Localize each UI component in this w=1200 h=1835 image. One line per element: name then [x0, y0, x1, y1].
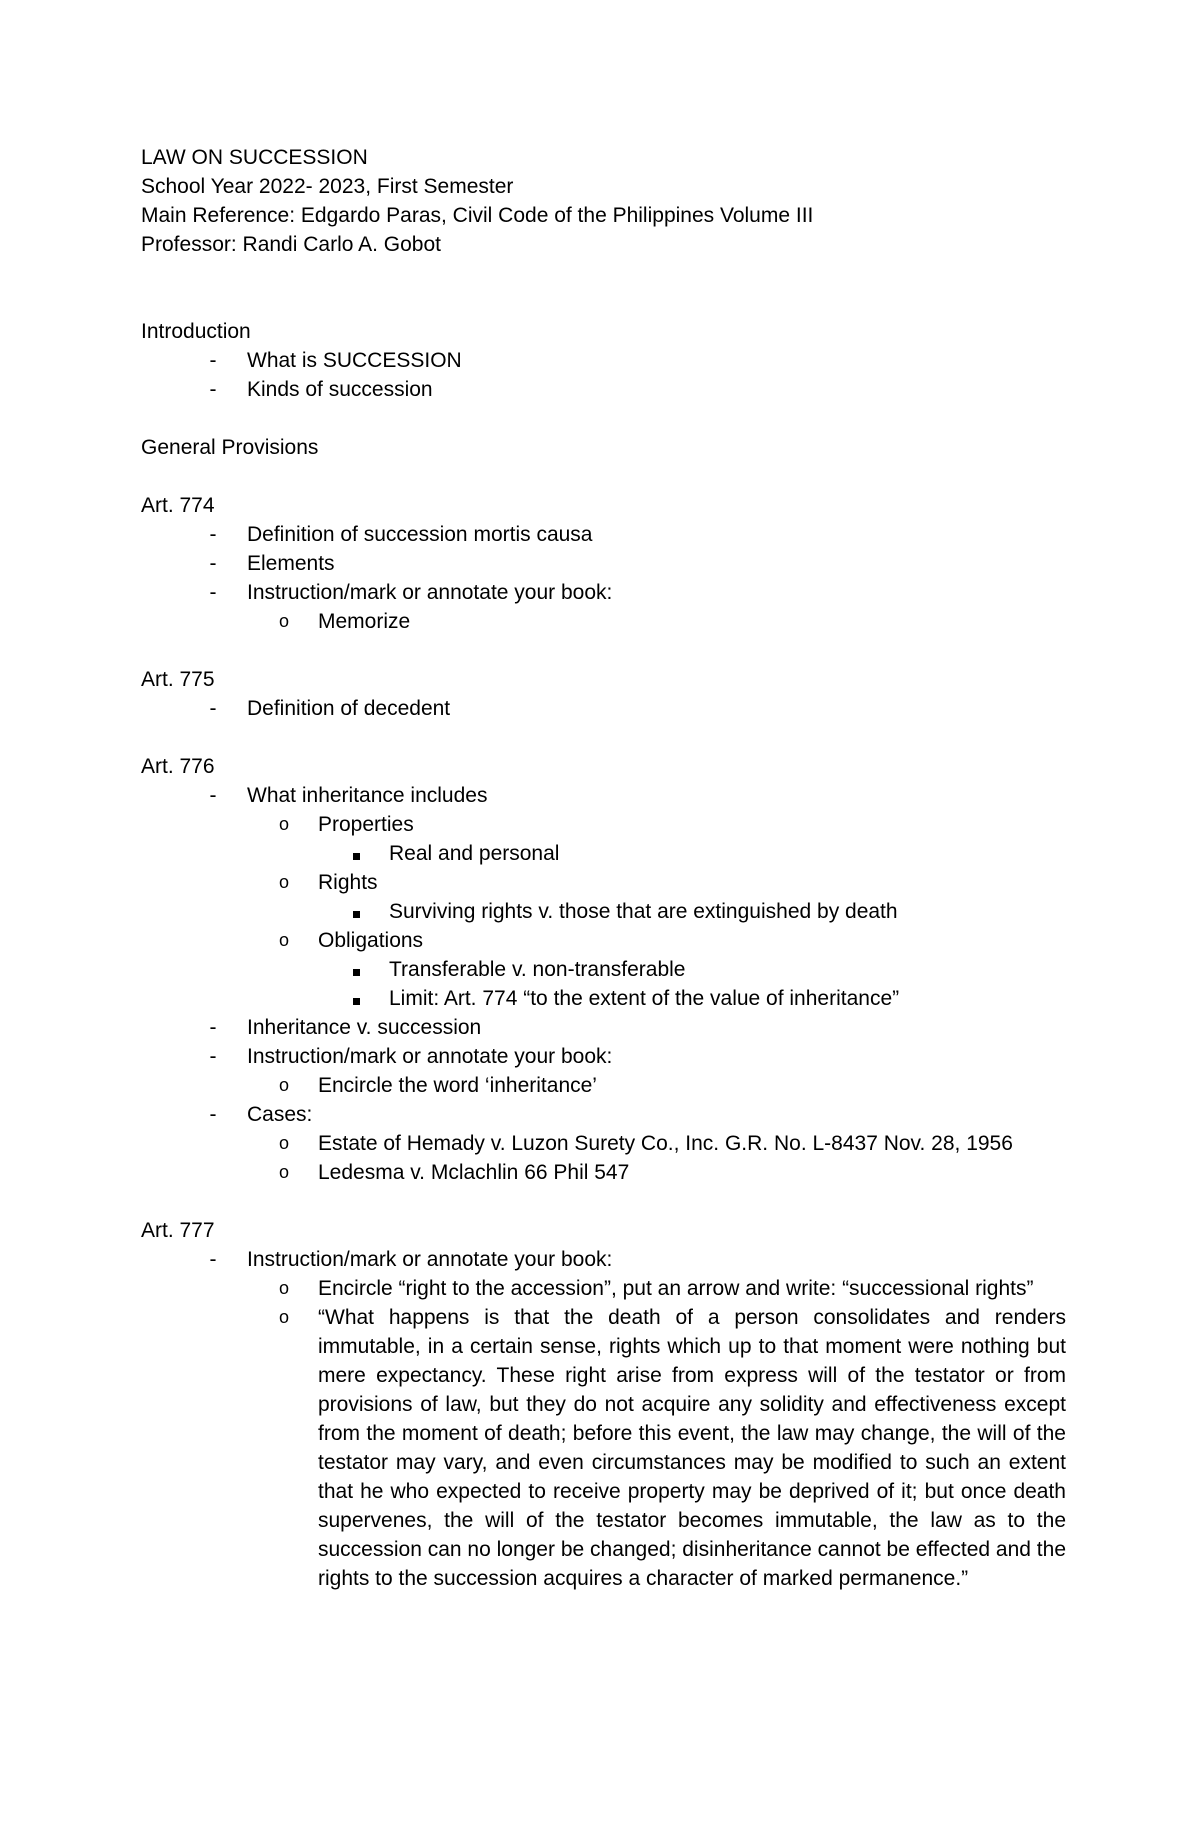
list-item-text: Definition of decedent	[247, 697, 451, 720]
dash-bullet: -	[209, 552, 217, 575]
list-item-text: Instruction/mark or annotate your book:	[247, 1248, 613, 1271]
spacer	[141, 404, 1066, 433]
list-item	[141, 1100, 1066, 1129]
spacer	[141, 636, 1066, 665]
sub-sub-list-item	[141, 839, 1066, 868]
spacer	[141, 1187, 1066, 1216]
list-item-text: Definition of succession mortis causa	[247, 523, 593, 546]
sub-sub-list-item	[141, 897, 1066, 926]
dash-bullet: -	[209, 378, 217, 401]
circle-bullet: o	[278, 1075, 289, 1095]
list-item-text: Inheritance v. succession	[247, 1016, 482, 1039]
list-item-text: Properties	[318, 813, 414, 836]
case-citation: Ledesma v. Mclachlin 66 Phil 547	[318, 1161, 630, 1184]
dash-bullet: -	[209, 523, 217, 546]
list-item-text: Limit: Art. 774 “to the extent of the value of inheritance”	[389, 987, 900, 1010]
square-bullet	[346, 897, 366, 926]
spacer	[141, 259, 1066, 317]
square-bullet	[346, 839, 366, 868]
circle-bullet: o	[278, 814, 289, 834]
document-title: LAW ON SUCCESSION	[141, 146, 368, 169]
list-item-text: Instruction/mark or annotate your book:	[247, 1045, 613, 1068]
sub-list-item	[141, 1071, 1066, 1100]
quoted-paragraph: “What happens is that the death of a person consolidates and renders immutable, in a certain sense, rights which up to that moment were nothing but mere expectancy. These right arise from express will of the testator or from provisions of law, but they do not acquire any solidity and effectiveness except from the moment of death; before this event, the law may change, the will of the testator may vary, and even circumstances may be modified to such an extent that he who expected to receive property may be deprived of it; but once death supervenes, the will of the testator becomes immutable, the law as to the succession can no longer be changed; disinheritance cannot be effected and the rights to the succession acquires a character of marked permanence.”	[318, 1306, 1066, 1590]
case-citation: Estate of Hemady v. Luzon Surety Co., Inc. G.R. No. L-8437 Nov. 28, 1956	[318, 1132, 1013, 1155]
circle-bullet: o	[278, 1133, 289, 1153]
spacer	[141, 723, 1066, 752]
list-item	[141, 578, 1066, 607]
art-775-heading: Art. 775	[141, 668, 215, 691]
list-item	[141, 781, 1066, 810]
list-item-text: Kinds of succession	[247, 378, 433, 401]
list-item-text: What inheritance includes	[247, 784, 488, 807]
dash-bullet: -	[209, 1045, 217, 1068]
school-year: School Year 2022- 2023, First Semester	[141, 175, 514, 198]
list-item	[141, 346, 1066, 375]
sub-list-item	[141, 810, 1066, 839]
list-item-text: Transferable v. non-transferable	[389, 958, 686, 981]
square-bullet	[346, 955, 366, 984]
list-item	[141, 520, 1066, 549]
dash-bullet: -	[209, 349, 217, 372]
sub-list-item	[141, 607, 1066, 636]
square-bullet	[346, 984, 366, 1013]
list-item-text: Encircle “right to the accession”, put an arrow and write: “successional rights”	[318, 1277, 1034, 1300]
document-body	[141, 143, 1066, 1593]
dash-bullet: -	[209, 697, 217, 720]
sub-sub-list-item	[141, 984, 1066, 1013]
dash-bullet: -	[209, 1016, 217, 1039]
list-item-text: Obligations	[318, 929, 424, 952]
art-777-heading: Art. 777	[141, 1219, 215, 1242]
list-item-text: Memorize	[318, 610, 411, 633]
sub-list-item	[141, 1303, 1066, 1593]
circle-bullet: o	[278, 930, 289, 950]
spacer	[141, 462, 1066, 491]
dash-bullet: -	[209, 784, 217, 807]
sub-list-item	[141, 1129, 1066, 1158]
sub-sub-list-item	[141, 955, 1066, 984]
general-provisions-heading: General Provisions	[141, 436, 319, 459]
introduction-heading: Introduction	[141, 320, 251, 343]
sub-list-item	[141, 926, 1066, 955]
list-item	[141, 1013, 1066, 1042]
list-item-text: What is SUCCESSION	[247, 349, 462, 372]
dash-bullet: -	[209, 1248, 217, 1271]
art-776-heading: Art. 776	[141, 755, 215, 778]
circle-bullet: o	[278, 1162, 289, 1182]
sub-list-item	[141, 868, 1066, 897]
list-item	[141, 375, 1066, 404]
circle-bullet: o	[278, 872, 289, 892]
circle-bullet: o	[278, 1307, 289, 1327]
sub-list-item	[141, 1158, 1066, 1187]
sub-list-item	[141, 1274, 1066, 1303]
art-774-heading: Art. 774	[141, 494, 215, 517]
list-item	[141, 1042, 1066, 1071]
list-item	[141, 549, 1066, 578]
list-item-text: Encircle the word ‘inheritance’	[318, 1074, 597, 1097]
professor: Professor: Randi Carlo A. Gobot	[141, 233, 441, 256]
list-item-text: Rights	[318, 871, 378, 894]
circle-bullet: o	[278, 611, 289, 631]
dash-bullet: -	[209, 1103, 217, 1126]
circle-bullet: o	[278, 1278, 289, 1298]
list-item-text: Real and personal	[389, 842, 560, 865]
list-item-text: Instruction/mark or annotate your book:	[247, 581, 613, 604]
list-item-text: Surviving rights v. those that are extinguished by death	[389, 900, 898, 923]
list-item-text: Elements	[247, 552, 335, 575]
list-item	[141, 1245, 1066, 1274]
list-item-text: Cases:	[247, 1103, 313, 1126]
list-item	[141, 694, 1066, 723]
dash-bullet: -	[209, 581, 217, 604]
main-reference: Main Reference: Edgardo Paras, Civil Code of the Philippines Volume III	[141, 204, 814, 227]
